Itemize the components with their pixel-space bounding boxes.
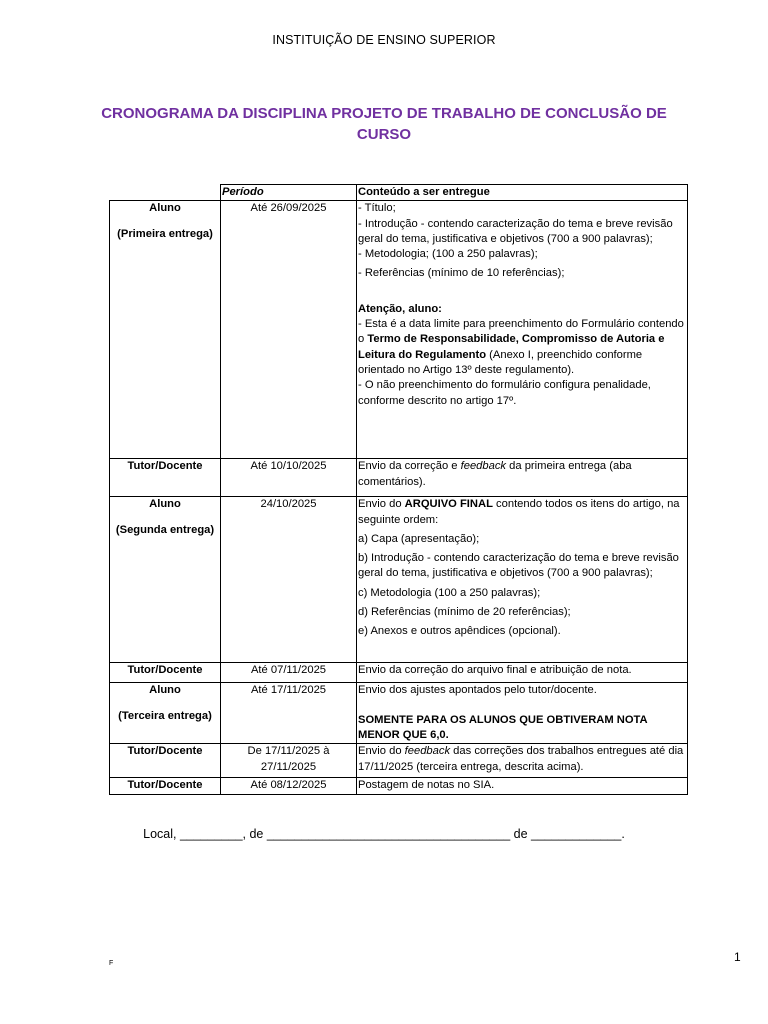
content-item: e) Anexos e outros apêndices (opcional). xyxy=(358,625,561,638)
content-cell xyxy=(357,744,688,778)
text-segment-bold: Termo de Responsabilidade, Compromisso de Autoria e Leitura do Regulamento xyxy=(358,333,665,361)
content-item xyxy=(358,744,686,775)
content-item: - O não preenchimento do formulário configura penalidade, conforme descrito no artigo 17º. xyxy=(358,379,651,407)
attention-heading: Atenção, aluno: xyxy=(358,302,442,315)
content-item: Envio dos ajustes apontados pelo tutor/docente. xyxy=(358,684,597,697)
period-cell xyxy=(221,744,357,778)
role-label: Aluno xyxy=(149,684,181,697)
signature-place-date-line: Local, _________, de ___________________________________ de _____________. xyxy=(143,827,625,841)
content-item: d) Referências (mínimo de 20 referências); xyxy=(358,606,571,619)
text-segment: da primeira entrega (aba comentários). xyxy=(358,460,632,488)
content-item: c) Metodologia (100 a 250 palavras); xyxy=(358,586,541,599)
role-cell: Tutor/Docente xyxy=(110,663,221,683)
text-segment: Envio do xyxy=(358,498,405,511)
content-item: b) Introdução - contendo caracterização do tema e breve revisão geral do tema, justificativa e objetivos (700 a 900 palavras); xyxy=(358,552,679,580)
document-title: CRONOGRAMA DA DISCIPLINA PROJETO DE TRABALHO DE CONCLUSÃO DE CURSO xyxy=(101,105,667,143)
role-sublabel: (Primeira entrega) xyxy=(117,227,213,240)
role-cell xyxy=(110,201,221,459)
content-cell xyxy=(357,201,688,459)
role-cell: Tutor/Docente xyxy=(110,459,221,497)
text-segment: das correções dos trabalhos entregues até dia 17/11/2025 (terceira entrega, descrita acima). xyxy=(358,745,684,773)
role-label: Aluno xyxy=(149,498,181,511)
content-item: - Metodologia; (100 a 250 palavras); xyxy=(358,248,538,261)
content-item xyxy=(358,459,686,490)
text-segment-italic: feedback xyxy=(404,745,451,758)
content-item xyxy=(358,497,686,528)
text-segment: Envio do xyxy=(358,745,405,758)
column-header-content: Conteúdo a ser entregue xyxy=(357,185,688,201)
text-segment: Envio da correção e xyxy=(358,460,461,473)
period-cell: 24/10/2025 xyxy=(221,497,357,663)
text-segment: contendo todos os itens do artigo, na seguinte ordem: xyxy=(358,498,680,526)
header-blank-cell xyxy=(110,185,221,201)
period-line: 27/11/2025 xyxy=(260,760,317,773)
table-row xyxy=(110,683,688,744)
period-cell: Até 26/09/2025 xyxy=(221,201,357,459)
period-cell: Até 10/10/2025 xyxy=(221,459,357,497)
table-row xyxy=(110,459,688,497)
content-item xyxy=(358,317,686,378)
corner-mark: F xyxy=(109,960,114,967)
text-segment: - Esta é a data limite para preenchimento do Formulário contendo o xyxy=(358,318,684,346)
period-cell: Até 08/12/2025 xyxy=(221,778,357,794)
role-label: Aluno xyxy=(149,202,181,215)
page-number: 1 xyxy=(734,950,741,964)
content-cell xyxy=(357,459,688,497)
text-segment-italic: feedback xyxy=(460,460,507,473)
table-row xyxy=(110,663,688,683)
table-row xyxy=(110,778,688,794)
period-line: De 17/11/2025 à xyxy=(247,745,330,758)
table-row xyxy=(110,497,688,663)
content-item: a) Capa (apresentação); xyxy=(358,532,480,545)
content-item-emphasis: SOMENTE PARA OS ALUNOS QUE OBTIVERAM NOTA MENOR QUE 6,0. xyxy=(358,713,648,741)
table-row xyxy=(110,744,688,778)
content-cell: Postagem de notas no SIA. xyxy=(357,778,688,794)
role-sublabel: (Terceira entrega) xyxy=(118,709,212,722)
content-cell: Envio da correção do arquivo final e atribuição de nota. xyxy=(357,663,688,683)
content-item: - Introdução - contendo caracterização do tema e breve revisão geral do tema, justificativa e objetivos (700 a 900 palavras); xyxy=(358,217,673,245)
period-cell: Até 17/11/2025 xyxy=(221,683,357,744)
text-segment-bold: ARQUIVO FINAL xyxy=(404,498,493,511)
content-cell xyxy=(357,683,688,744)
institution-header: INSTITUIÇÃO DE ENSINO SUPERIOR xyxy=(272,33,496,47)
role-cell xyxy=(110,497,221,663)
content-item: - Referências (mínimo de 10 referências); xyxy=(358,267,565,280)
column-header-period: Período xyxy=(221,185,357,201)
period-cell: Até 07/11/2025 xyxy=(221,663,357,683)
table-row xyxy=(110,201,688,459)
text-segment: (Anexo I, preenchido conforme orientado no Artigo 13º deste regulamento). xyxy=(358,348,643,376)
content-item: - Título; xyxy=(358,202,396,215)
content-cell xyxy=(357,497,688,663)
table-header-row xyxy=(110,185,688,201)
schedule-table xyxy=(109,184,688,795)
role-sublabel: (Segunda entrega) xyxy=(115,523,215,536)
role-cell xyxy=(110,683,221,744)
role-cell: Tutor/Docente xyxy=(110,778,221,794)
role-cell: Tutor/Docente xyxy=(110,744,221,778)
